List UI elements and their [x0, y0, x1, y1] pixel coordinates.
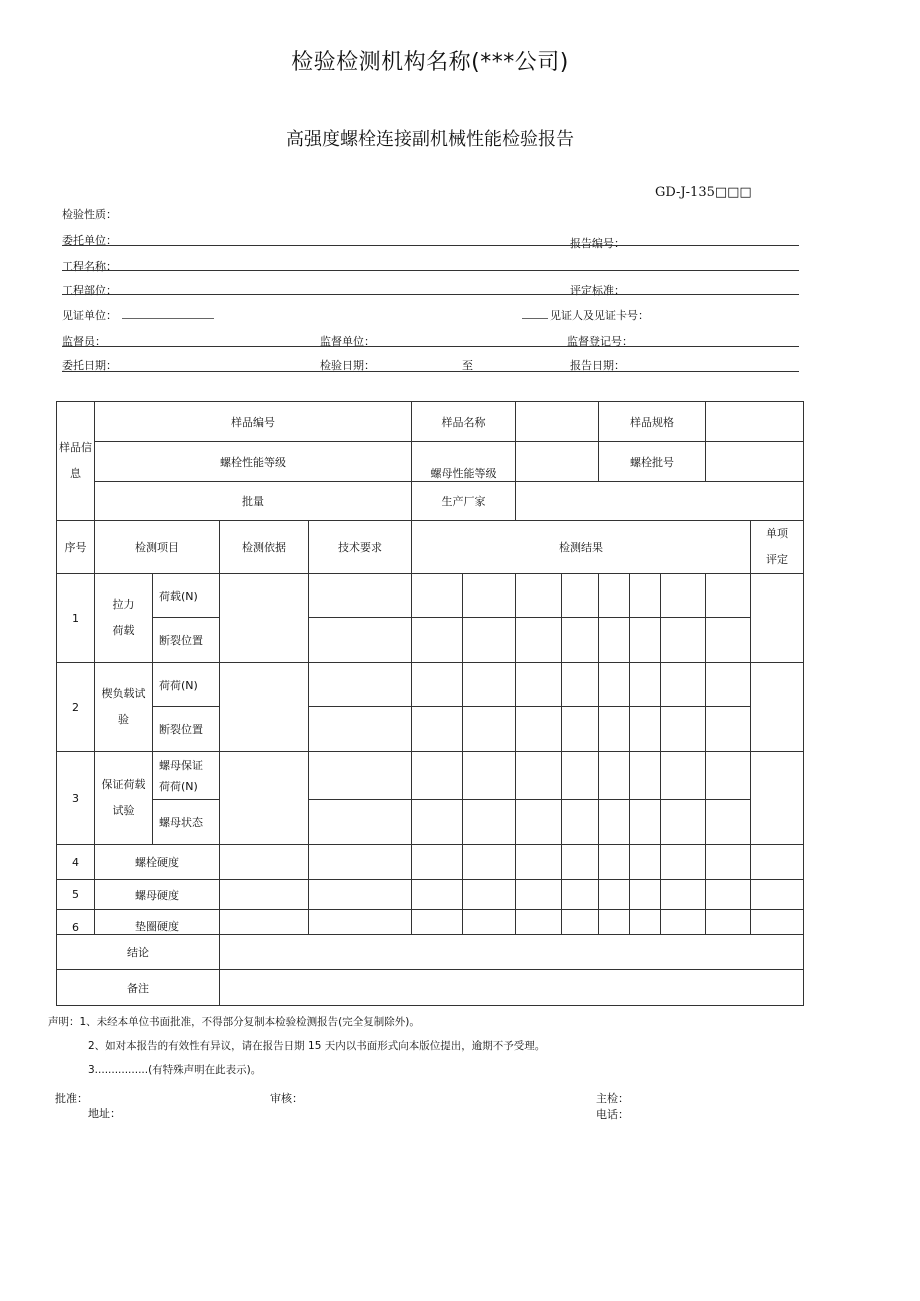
result-cell[interactable] — [630, 880, 661, 910]
result-cell[interactable] — [562, 707, 599, 752]
field-test-date: 检验日期： — [320, 359, 375, 372]
result-cell[interactable] — [706, 910, 751, 935]
result-cell[interactable] — [630, 707, 661, 752]
statement-3: 3................(有特殊声明在此表示)。 — [88, 1064, 262, 1076]
rule-line — [62, 294, 799, 295]
result-cell[interactable] — [516, 663, 562, 707]
req-cell[interactable] — [309, 880, 412, 910]
basis-cell[interactable] — [220, 910, 309, 935]
result-cell[interactable] — [706, 845, 751, 880]
result-cell[interactable] — [562, 618, 599, 663]
field-supervision-reg: 监督登记号： — [567, 335, 633, 348]
result-cell[interactable] — [661, 910, 706, 935]
result-cell[interactable] — [463, 752, 516, 800]
col-basis-header: 检测依据 — [220, 521, 309, 574]
field-report-date: 报告日期： — [570, 359, 625, 372]
rule-line — [62, 371, 799, 372]
sample-spec-label: 样品规格 — [599, 402, 706, 442]
result-cell[interactable] — [630, 910, 661, 935]
req-cell[interactable] — [309, 910, 412, 935]
col-seq-header: 序号 — [57, 521, 95, 574]
result-cell[interactable] — [706, 663, 751, 707]
sample-name-value[interactable] — [516, 402, 599, 442]
statement-1: 声明：1、未经本单位书面批准，不得部分复制本检验检测报告(完全复制除外)。 — [48, 1016, 420, 1028]
result-cell[interactable] — [661, 880, 706, 910]
col-req-header: 技术要求 — [309, 521, 412, 574]
result-cell[interactable] — [562, 845, 599, 880]
statement-2: 2、如对本报告的有效性有异议，请在报告日期 15 天内以书面形式向本版位提出，逾期不予受理。 — [88, 1040, 546, 1052]
inspection-table — [56, 401, 804, 1006]
address-label: 地址： — [88, 1107, 121, 1120]
result-cell[interactable] — [630, 845, 661, 880]
field-supervisor: 监督员： — [62, 335, 106, 348]
row-seq: 4 — [57, 845, 95, 880]
field-witness-unit: 见证单位： — [62, 309, 117, 322]
row-sub-item: 断裂位置 — [153, 618, 220, 663]
result-cell[interactable] — [412, 910, 463, 935]
result-cell[interactable] — [599, 800, 630, 845]
req-cell[interactable] — [309, 752, 412, 800]
result-cell[interactable] — [661, 707, 706, 752]
sample-name-label: 样品名称 — [412, 402, 516, 442]
result-cell[interactable] — [463, 880, 516, 910]
result-cell[interactable] — [661, 845, 706, 880]
result-cell[interactable] — [599, 663, 630, 707]
row-sub-item: 荷载(N) — [153, 574, 220, 618]
result-cell[interactable] — [599, 707, 630, 752]
result-cell[interactable] — [706, 618, 751, 663]
row-item: 保证荷载 试验 — [95, 752, 153, 845]
result-cell[interactable] — [562, 800, 599, 845]
result-cell[interactable] — [463, 910, 516, 935]
row-item: 拉力 荷载 — [95, 574, 153, 663]
row-seq: 5 — [57, 880, 95, 910]
field-commission-date: 委托日期： — [62, 359, 117, 372]
eval-cell[interactable] — [751, 574, 804, 663]
bolt-grade-label: 螺栓性能等级 — [95, 442, 412, 482]
result-cell[interactable] — [516, 574, 562, 618]
sample-no-label: 样品编号 — [95, 402, 412, 442]
result-cell[interactable] — [599, 752, 630, 800]
result-cell[interactable] — [412, 752, 463, 800]
basis-cell[interactable] — [220, 845, 309, 880]
result-cell[interactable] — [516, 752, 562, 800]
row-sub-item: 螺母保证 荷荷(N) — [153, 752, 220, 800]
eval-cell[interactable] — [751, 752, 804, 845]
result-cell[interactable] — [412, 618, 463, 663]
req-cell[interactable] — [309, 574, 412, 618]
result-cell[interactable] — [412, 574, 463, 618]
row-item: 螺母硬度 — [95, 880, 220, 910]
rule-line — [62, 245, 799, 246]
result-cell[interactable] — [661, 574, 706, 618]
result-cell[interactable] — [516, 800, 562, 845]
manufacturer-label: 生产厂家 — [412, 482, 516, 521]
batch-qty-label: 批量 — [95, 482, 412, 521]
result-cell[interactable] — [630, 752, 661, 800]
result-cell[interactable] — [412, 707, 463, 752]
result-cell[interactable] — [516, 880, 562, 910]
org-title: 检验检测机构名称(***公司) — [291, 50, 569, 75]
row-seq: 3 — [57, 752, 95, 845]
result-cell[interactable] — [463, 845, 516, 880]
result-cell[interactable] — [463, 618, 516, 663]
result-cell[interactable] — [412, 880, 463, 910]
basis-cell[interactable] — [220, 880, 309, 910]
result-cell[interactable] — [562, 880, 599, 910]
form-code: GD-J-135□□□ — [655, 185, 752, 200]
result-cell[interactable] — [706, 800, 751, 845]
result-cell[interactable] — [562, 663, 599, 707]
remarks-label: 备注 — [57, 970, 220, 1006]
sample-spec-value[interactable] — [706, 402, 804, 442]
req-cell[interactable] — [309, 618, 412, 663]
result-cell[interactable] — [630, 663, 661, 707]
result-cell[interactable] — [599, 880, 630, 910]
result-cell[interactable] — [706, 880, 751, 910]
result-cell[interactable] — [599, 618, 630, 663]
basis-cell[interactable] — [220, 663, 309, 752]
result-cell[interactable] — [630, 618, 661, 663]
result-cell[interactable] — [562, 910, 599, 935]
review-label: 审核： — [270, 1092, 303, 1105]
row-seq: 2 — [57, 663, 95, 752]
result-cell[interactable] — [463, 574, 516, 618]
blank-line — [522, 318, 548, 319]
result-cell[interactable] — [562, 574, 599, 618]
result-cell[interactable] — [630, 800, 661, 845]
row-seq: 1 — [57, 574, 95, 663]
result-cell[interactable] — [516, 707, 562, 752]
conclusion-value[interactable] — [220, 935, 804, 970]
result-cell[interactable] — [661, 618, 706, 663]
inspector-label: 主检： — [596, 1092, 629, 1105]
eval-cell[interactable] — [751, 880, 804, 910]
result-cell[interactable] — [412, 663, 463, 707]
col-eval-line2: 评定 — [766, 553, 788, 566]
result-cell[interactable] — [463, 663, 516, 707]
rule-line — [62, 270, 799, 271]
result-cell[interactable] — [661, 663, 706, 707]
row-item: 螺栓硬度 — [95, 845, 220, 880]
result-cell[interactable] — [463, 707, 516, 752]
result-cell[interactable] — [412, 800, 463, 845]
result-cell[interactable] — [599, 910, 630, 935]
field-criteria: 评定标准： — [570, 284, 625, 297]
result-cell[interactable] — [463, 800, 516, 845]
manufacturer-value[interactable] — [516, 482, 804, 521]
field-to: 至 — [462, 359, 473, 372]
report-title: 高强度螺栓连接副机械性能检验报告 — [286, 129, 574, 150]
field-project-part: 工程部位： — [62, 284, 117, 297]
bolt-batch-label: 螺栓批号 — [599, 442, 706, 482]
req-cell[interactable] — [309, 800, 412, 845]
basis-cell[interactable] — [220, 752, 309, 845]
result-cell[interactable] — [562, 752, 599, 800]
eval-cell[interactable] — [751, 845, 804, 880]
basis-cell[interactable] — [220, 574, 309, 663]
approve-label: 批准： — [55, 1092, 88, 1105]
result-cell[interactable] — [516, 910, 562, 935]
req-cell[interactable] — [309, 845, 412, 880]
row-item: 楔负载试 验 — [95, 663, 153, 752]
result-cell[interactable] — [516, 845, 562, 880]
req-cell[interactable] — [309, 707, 412, 752]
nut-grade-label: 螺母性能等级 — [412, 442, 516, 482]
col-item-header: 检测项目 — [95, 521, 220, 574]
eval-cell[interactable] — [751, 663, 804, 752]
field-report-no: 报告编号： — [570, 237, 625, 250]
result-cell[interactable] — [516, 618, 562, 663]
row-item: 垫圈硬度 — [95, 910, 220, 935]
remarks-value[interactable] — [220, 970, 804, 1006]
req-cell[interactable] — [309, 663, 412, 707]
field-supervising-unit: 监督单位： — [320, 335, 375, 348]
col-eval-line1: 单项 — [766, 527, 788, 540]
result-cell[interactable] — [661, 752, 706, 800]
field-witness-person: 见证人及见证卡号： — [550, 309, 649, 322]
result-cell[interactable] — [630, 574, 661, 618]
result-cell[interactable] — [706, 707, 751, 752]
sample-info-label: 样品信息 — [57, 402, 95, 521]
field-project-name: 工程名称： — [62, 260, 117, 273]
rule-line — [62, 346, 799, 347]
result-cell[interactable] — [661, 800, 706, 845]
row-sub-item: 荷荷(N) — [153, 663, 220, 707]
row-seq: 6 — [57, 910, 95, 935]
col-result-header: 检测结果 — [412, 521, 751, 574]
result-cell[interactable] — [706, 574, 751, 618]
phone-label: 电话： — [596, 1108, 629, 1121]
result-cell[interactable] — [706, 752, 751, 800]
conclusion-label: 结论 — [57, 935, 220, 970]
bolt-batch-value[interactable] — [706, 442, 804, 482]
nut-grade-value[interactable] — [516, 442, 599, 482]
result-cell[interactable] — [599, 845, 630, 880]
row-sub-item: 断裂位置 — [153, 707, 220, 752]
eval-cell[interactable] — [751, 910, 804, 935]
blank-line — [122, 318, 214, 319]
result-cell[interactable] — [412, 845, 463, 880]
row-sub-item: 螺母状态 — [153, 800, 220, 845]
field-nature: 检验性质： — [62, 208, 117, 221]
field-client: 委托单位： — [62, 234, 117, 247]
result-cell[interactable] — [599, 574, 630, 618]
col-eval-header — [751, 521, 804, 574]
